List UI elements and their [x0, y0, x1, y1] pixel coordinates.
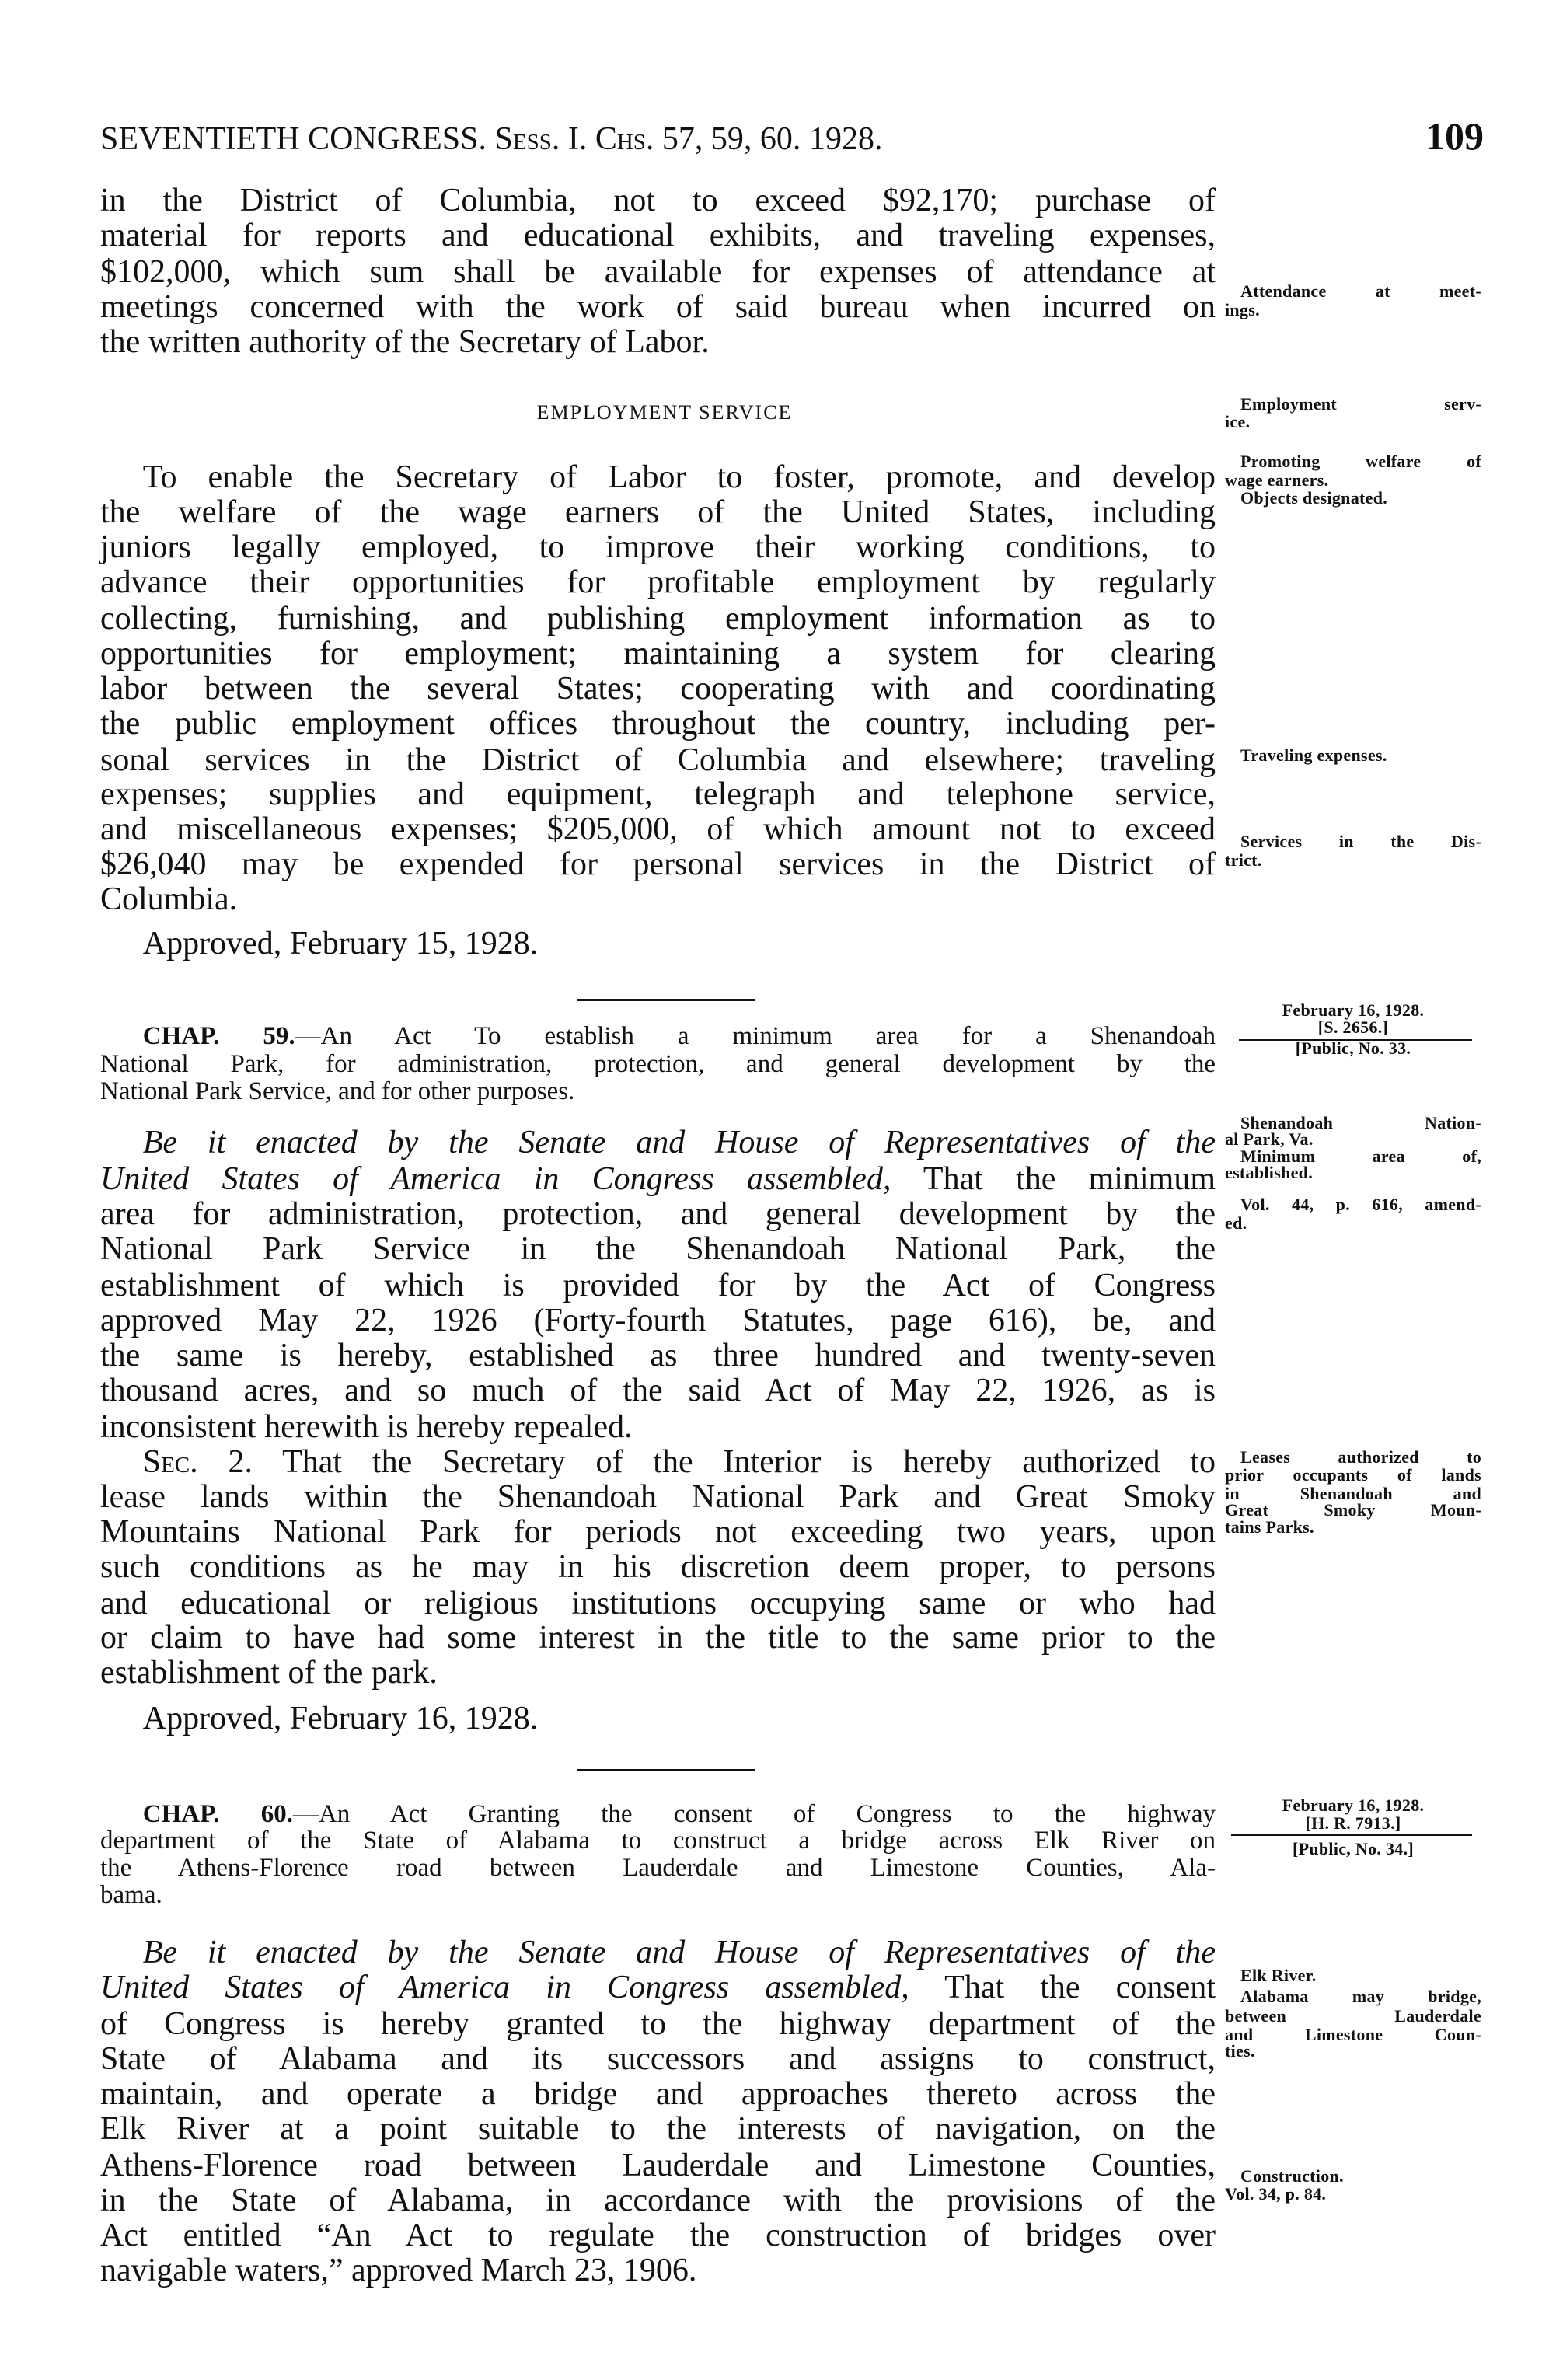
- body-text-line: $26,040 may be expended for personal services in the District of: [100, 846, 1216, 883]
- body-text-line: Columbia.: [100, 881, 238, 918]
- body-text-line: National Park Service in the Shenandoah National Park, the: [100, 1231, 1216, 1267]
- body-text-line: and miscellaneous expenses; $205,000, of which amount not to exceed: [100, 811, 1216, 848]
- margin-note-line: [Public, No. 34.]: [1292, 1839, 1415, 1859]
- body-text-line: or claim to have had some interest in the title to the same prior to the: [100, 1620, 1216, 1656]
- body-text-line: the Athens-Florence road between Lauderdale and Limestone Counties, Ala-: [100, 1853, 1216, 1882]
- margin-note-line: in Shenandoah and: [1225, 1483, 1481, 1503]
- body-text-line: collecting, furnishing, and publishing employment information as to: [100, 600, 1216, 637]
- margin-note-line: Vol. 34, p. 84.: [1225, 2184, 1327, 2204]
- margin-note-line: Vol. 44, p. 616, amend-: [1240, 1195, 1481, 1215]
- body-text-line: expenses; supplies and equipment, telegraph and telephone service,: [100, 776, 1216, 813]
- body-text-line: the written authority of the Secretary of Labor.: [100, 323, 710, 360]
- body-text-line: inconsistent herewith is hereby repealed.: [100, 1408, 633, 1445]
- margin-note-line: ings.: [1225, 299, 1260, 319]
- margin-note-line: [Public, No. 33.: [1295, 1038, 1411, 1058]
- margin-note-line: Attendance at meet-: [1240, 281, 1481, 302]
- body-text-line: Mountains National Park for periods not exceeding two years, upon: [100, 1513, 1216, 1550]
- body-text-line: the same is hereby, established as three hundred and twenty-seven: [100, 1337, 1216, 1373]
- body-text-line: [143, 1022, 1216, 1050]
- header-chapters: Chs. 57, 59, 60.: [595, 121, 801, 157]
- margin-note-line: tains Parks.: [1225, 1516, 1314, 1537]
- text-segment: United States of America in Congress assembled,: [100, 1161, 891, 1198]
- text-segment: —An Act Granting the consent of Congress to the highway: [292, 1800, 1216, 1829]
- body-text-line: Approved, February 16, 1928.: [142, 1701, 539, 1737]
- body-text-line: Act entitled “An Act to regulate the construction of bridges over: [100, 2217, 1216, 2253]
- text-segment: Sec. 2.: [142, 1443, 253, 1480]
- body-text-line: Athens-Florence road between Lauderdale and Limestone Counties,: [100, 2147, 1216, 2183]
- text-segment: Be it enacted by the Senate and House of Representatives of the: [142, 1125, 1216, 1161]
- margin-note-line: Alabama may bridge,: [1240, 1986, 1481, 2006]
- margin-note-line: February 16, 1928.: [1282, 1000, 1425, 1021]
- margin-note-line: Traveling expenses.: [1240, 745, 1387, 765]
- text-segment: —An Act To establish a minimum area for a Shenandoah: [295, 1022, 1216, 1051]
- body-text-line: establishment of the park.: [100, 1655, 438, 1691]
- text-segment: That the minimum: [891, 1161, 1216, 1198]
- text-segment: CHAP. 60.: [142, 1800, 293, 1829]
- margin-note-line: and Limestone Coun-: [1225, 2024, 1481, 2044]
- body-text-line: establishment of which is provided for by the Act of Congress: [100, 1267, 1216, 1303]
- body-text-line: [143, 1443, 1216, 1481]
- body-text-line: thousand acres, and so much of the said Act of May 22, 1926, as is: [100, 1372, 1216, 1408]
- margin-note-line: ice.: [1225, 412, 1251, 432]
- text-segment: Be it enacted by the Senate and House of Representatives of the: [142, 1935, 1216, 1971]
- margin-note-line: Employment serv-: [1240, 394, 1481, 414]
- body-text-line: and educational or religious institutions occupying same or who had: [100, 1585, 1216, 1621]
- margin-note-line: al Park, Va.: [1225, 1129, 1314, 1150]
- margin-note-line: [S. 2656.]: [1317, 1017, 1389, 1037]
- body-text-line: of Congress is hereby granted to the highway department of the: [100, 2006, 1216, 2043]
- body-text-line: [143, 1123, 1216, 1162]
- margin-note-line: [H. R. 7913.]: [1305, 1813, 1401, 1833]
- body-text-line: the public employment offices throughout the country, including per-: [100, 705, 1216, 742]
- body-text-line: Approved, February 15, 1928.: [142, 926, 539, 962]
- text-segment: That the consent: [909, 1970, 1216, 2006]
- body-text-line: the welfare of the wage earners of the United States, including: [100, 494, 1216, 530]
- margin-note-line: wage earners.: [1225, 469, 1329, 490]
- margin-note-line: Objects designated.: [1240, 488, 1388, 508]
- body-text-line: $102,000, which sum shall be available for expenses of attendance at: [100, 253, 1216, 290]
- page-number: 109: [1425, 114, 1484, 158]
- note-divider: [1231, 1834, 1472, 1836]
- margin-note-line: Services in the Dis-: [1240, 832, 1481, 852]
- body-text-line: in the District of Columbia, not to exceed $92,170; purchase of: [100, 183, 1216, 219]
- chapter-divider: [577, 999, 755, 1001]
- chapter-divider: [577, 1769, 755, 1771]
- margin-note-line: Promoting welfare of: [1240, 452, 1481, 472]
- body-text-line: National Park, for administration, protection, and general development by the: [100, 1049, 1216, 1078]
- body-text-line: bama.: [100, 1880, 162, 1909]
- body-text-line: [100, 1968, 1216, 2007]
- body-text-line: department of the State of Alabama to construct a bridge across Elk River on: [100, 1826, 1216, 1855]
- body-text-line: area for administration, protection, and general development by the: [100, 1196, 1216, 1233]
- running-header: [100, 113, 1484, 159]
- body-text-line: lease lands within the Shenandoah National Park and Great Smoky: [100, 1478, 1216, 1515]
- body-text-line: meetings concerned with the work of said bureau when incurred on: [100, 288, 1216, 325]
- body-text-line: approved May 22, 1926 (Forty-fourth Statutes, page 616), be, and: [100, 1302, 1216, 1338]
- body-text-line: Elk River at a point suitable to the interests of navigation, on the: [100, 2110, 1216, 2147]
- text-segment: CHAP. 59.: [142, 1022, 295, 1051]
- body-text-line: sonal services in the District of Columbia and elsewhere; traveling: [100, 742, 1216, 778]
- body-text-line: To enable the Secretary of Labor to foster, promote, and develop: [142, 459, 1216, 495]
- margin-note-line: Leases authorized to: [1240, 1446, 1481, 1467]
- margin-note-line: Elk River.: [1240, 1965, 1317, 1985]
- body-text-line: material for reports and educational exhibits, and traveling expenses,: [100, 218, 1216, 254]
- body-text-line: National Park Service, and for other purposes.: [100, 1077, 575, 1105]
- margin-note-line: ed.: [1225, 1213, 1247, 1233]
- margin-note-line: between Lauderdale: [1225, 2006, 1481, 2026]
- body-text-line: juniors legally employed, to improve their working conditions, to: [100, 529, 1216, 565]
- margin-note-line: Minimum area of,: [1240, 1146, 1481, 1166]
- margin-note-line: ties.: [1225, 2041, 1255, 2061]
- body-text-line: advance their opportunities for profitable employment by regularly: [100, 564, 1216, 600]
- body-text-line: such conditions as he may in his discretion deem proper, to persons: [100, 1548, 1216, 1585]
- body-text-line: [143, 1800, 1216, 1828]
- text-segment: That the Secretary of the Interior is hereby authorized to: [253, 1443, 1216, 1480]
- header-congress: SEVENTIETH CONGRESS.: [100, 121, 487, 157]
- text-segment: United States of America in Congress assembled,: [100, 1970, 909, 2006]
- body-text-line: in the State of Alabama, in accordance with the provisions of the: [100, 2182, 1216, 2218]
- margin-note-line: February 16, 1928.: [1282, 1795, 1425, 1815]
- margin-note-line: trict.: [1225, 850, 1262, 870]
- body-text-line: maintain, and operate a bridge and approaches thereto across the: [100, 2075, 1216, 2112]
- section-heading-employment-service: EMPLOYMENT SERVICE: [536, 401, 793, 424]
- body-text-line: [100, 1160, 1216, 1199]
- margin-note-line: Construction.: [1240, 2165, 1344, 2186]
- body-text-line: [143, 1933, 1216, 1972]
- margin-note-line: Great Smoky Moun-: [1225, 1500, 1481, 1520]
- margin-note-line: established.: [1225, 1163, 1314, 1183]
- body-text-line: navigable waters,” approved March 23, 1906.: [100, 2252, 697, 2288]
- header-session: Sess. I.: [494, 121, 588, 157]
- margin-note-line: prior occupants of lands: [1225, 1465, 1481, 1485]
- body-text-line: labor between the several States; cooperating with and coordinating: [100, 670, 1216, 707]
- margin-note-line: Shenandoah Nation-: [1240, 1112, 1481, 1132]
- body-text-line: State of Alabama and its successors and assigns to construct,: [100, 2041, 1216, 2078]
- header-year: 1928.: [808, 121, 883, 157]
- body-text-line: opportunities for employment; maintaining a system for clearing: [100, 635, 1216, 672]
